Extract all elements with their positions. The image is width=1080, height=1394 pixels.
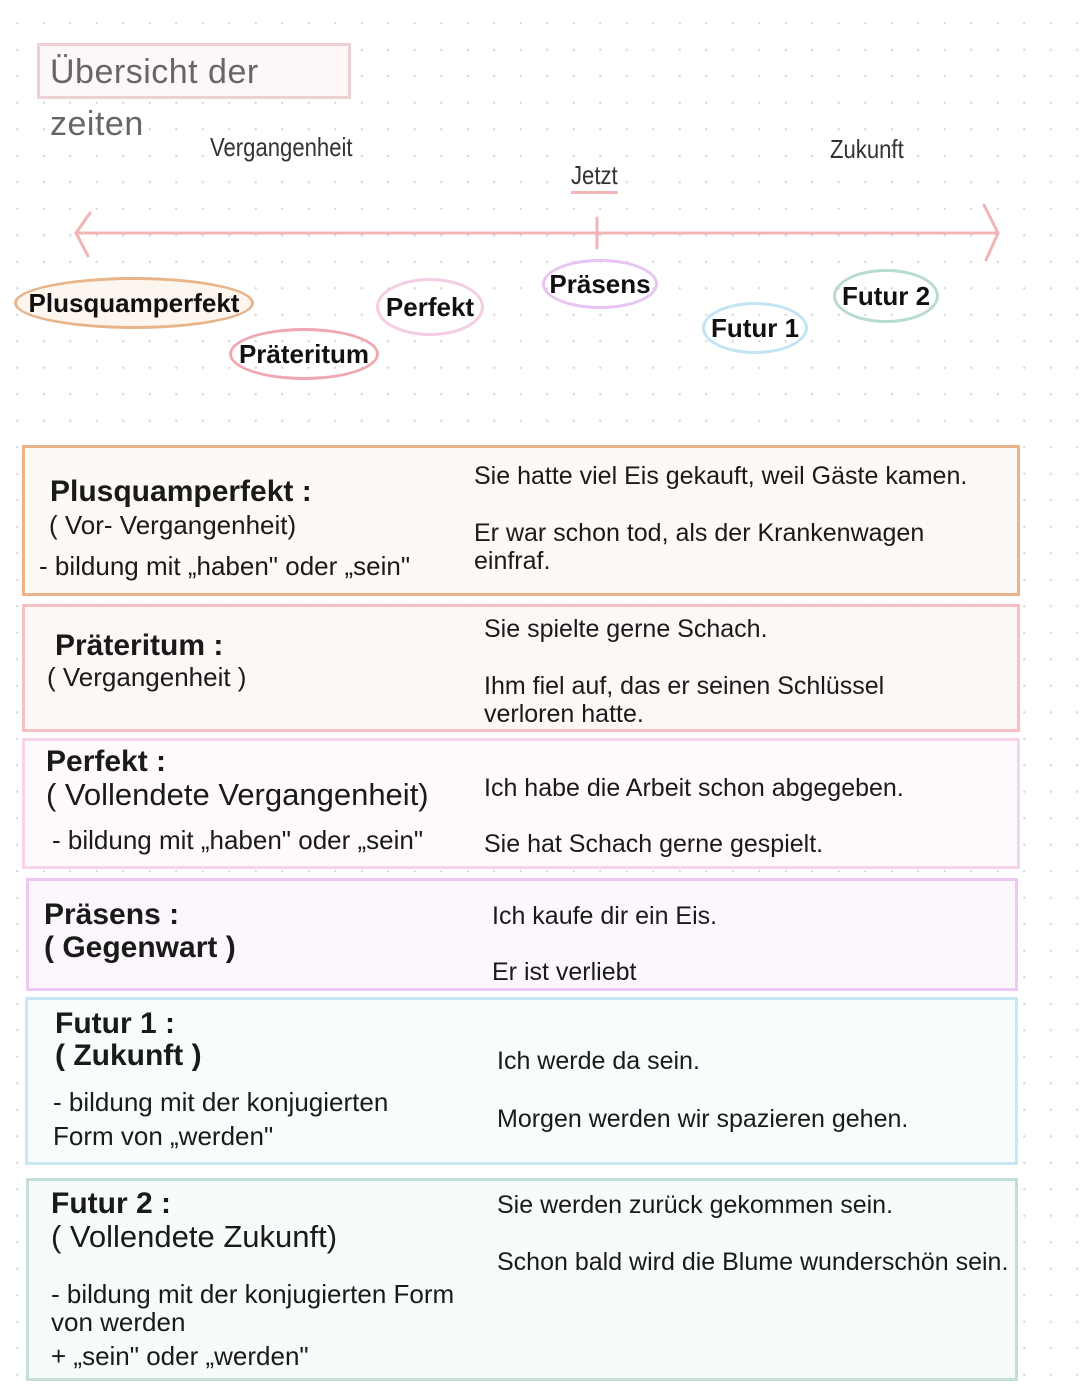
section-title: Plusquamperfekt : <box>50 475 312 508</box>
tense-bubble-praeteritum: Präteritum <box>229 328 379 380</box>
example: Sie hat Schach gerne gespielt. <box>484 830 824 858</box>
example: Sie hatte viel Eis gekauft, weil Gäste kamen. <box>474 462 968 490</box>
page-title: Übersicht der zeiten <box>37 43 351 99</box>
section-title: Futur 2 : <box>51 1187 171 1220</box>
section-futur2 <box>26 1178 1018 1381</box>
example: Morgen werden wir spazieren gehen. <box>497 1105 909 1133</box>
section-subtitle: ( Vollendete Zukunft) <box>51 1219 338 1254</box>
section-praeteritum <box>22 604 1020 732</box>
tense-bubble-futur1: Futur 1 <box>702 302 808 354</box>
example: Ich habe die Arbeit schon abgegeben. <box>484 774 904 802</box>
section-subtitle: ( Gegenwart ) <box>44 931 236 964</box>
section-note: - bildung mit der konjugierten <box>53 1087 389 1117</box>
timeline-arrow <box>0 0 1080 400</box>
section-perfekt <box>22 738 1020 869</box>
section-futur1 <box>25 997 1018 1165</box>
example: Er war schon tod, als der Krankenwagen einfraf. <box>474 519 925 575</box>
section-note: + „sein" oder „werden" <box>51 1341 309 1371</box>
example: Er ist verliebt <box>492 958 637 986</box>
section-praesens <box>26 878 1018 991</box>
timeline-past-label: Vergangenheit <box>210 132 353 162</box>
tense-bubble-praesens: Präsens <box>542 259 658 309</box>
tense-bubble-perfekt: Perfekt <box>376 278 484 336</box>
section-note: - bildung mit „haben" oder „sein" <box>52 825 424 855</box>
tense-bubble-futur2: Futur 2 <box>833 269 939 323</box>
section-subtitle: ( Vergangenheit ) <box>47 662 247 692</box>
section-note: - bildung mit der konjugierten Form <box>51 1279 455 1309</box>
example: Ich werde da sein. <box>497 1047 700 1075</box>
section-title: Präsens : <box>44 898 180 931</box>
example: Schon bald wird die Blume wunderschön sein. <box>497 1248 1009 1276</box>
section-plusquamperfekt <box>22 445 1020 596</box>
example: Sie spielte gerne Schach. <box>484 615 768 643</box>
timeline-now-label: Jetzt <box>571 160 618 194</box>
timeline-future-label: Zukunft <box>830 134 904 164</box>
section-title: Perfekt : <box>46 745 167 778</box>
example: Ich kaufe dir ein Eis. <box>492 902 718 930</box>
section-title: Futur 1 : <box>55 1007 175 1040</box>
example: Sie werden zurück gekommen sein. <box>497 1191 894 1219</box>
tense-bubble-plusquamperfekt: Plusquamperfekt <box>14 277 254 329</box>
section-title: Präteritum : <box>55 629 224 662</box>
section-subtitle: ( Vor- Vergangenheit) <box>49 510 297 540</box>
section-note: Form von „werden" <box>53 1121 274 1151</box>
section-note: von werden <box>51 1307 186 1337</box>
section-note: - bildung mit „haben" oder „sein" <box>39 551 411 581</box>
example: Ihm fiel auf, das er seinen Schlüssel verloren hatte. <box>484 672 885 728</box>
section-subtitle: ( Vollendete Vergangenheit) <box>46 777 429 812</box>
section-subtitle: ( Zukunft ) <box>55 1039 202 1072</box>
